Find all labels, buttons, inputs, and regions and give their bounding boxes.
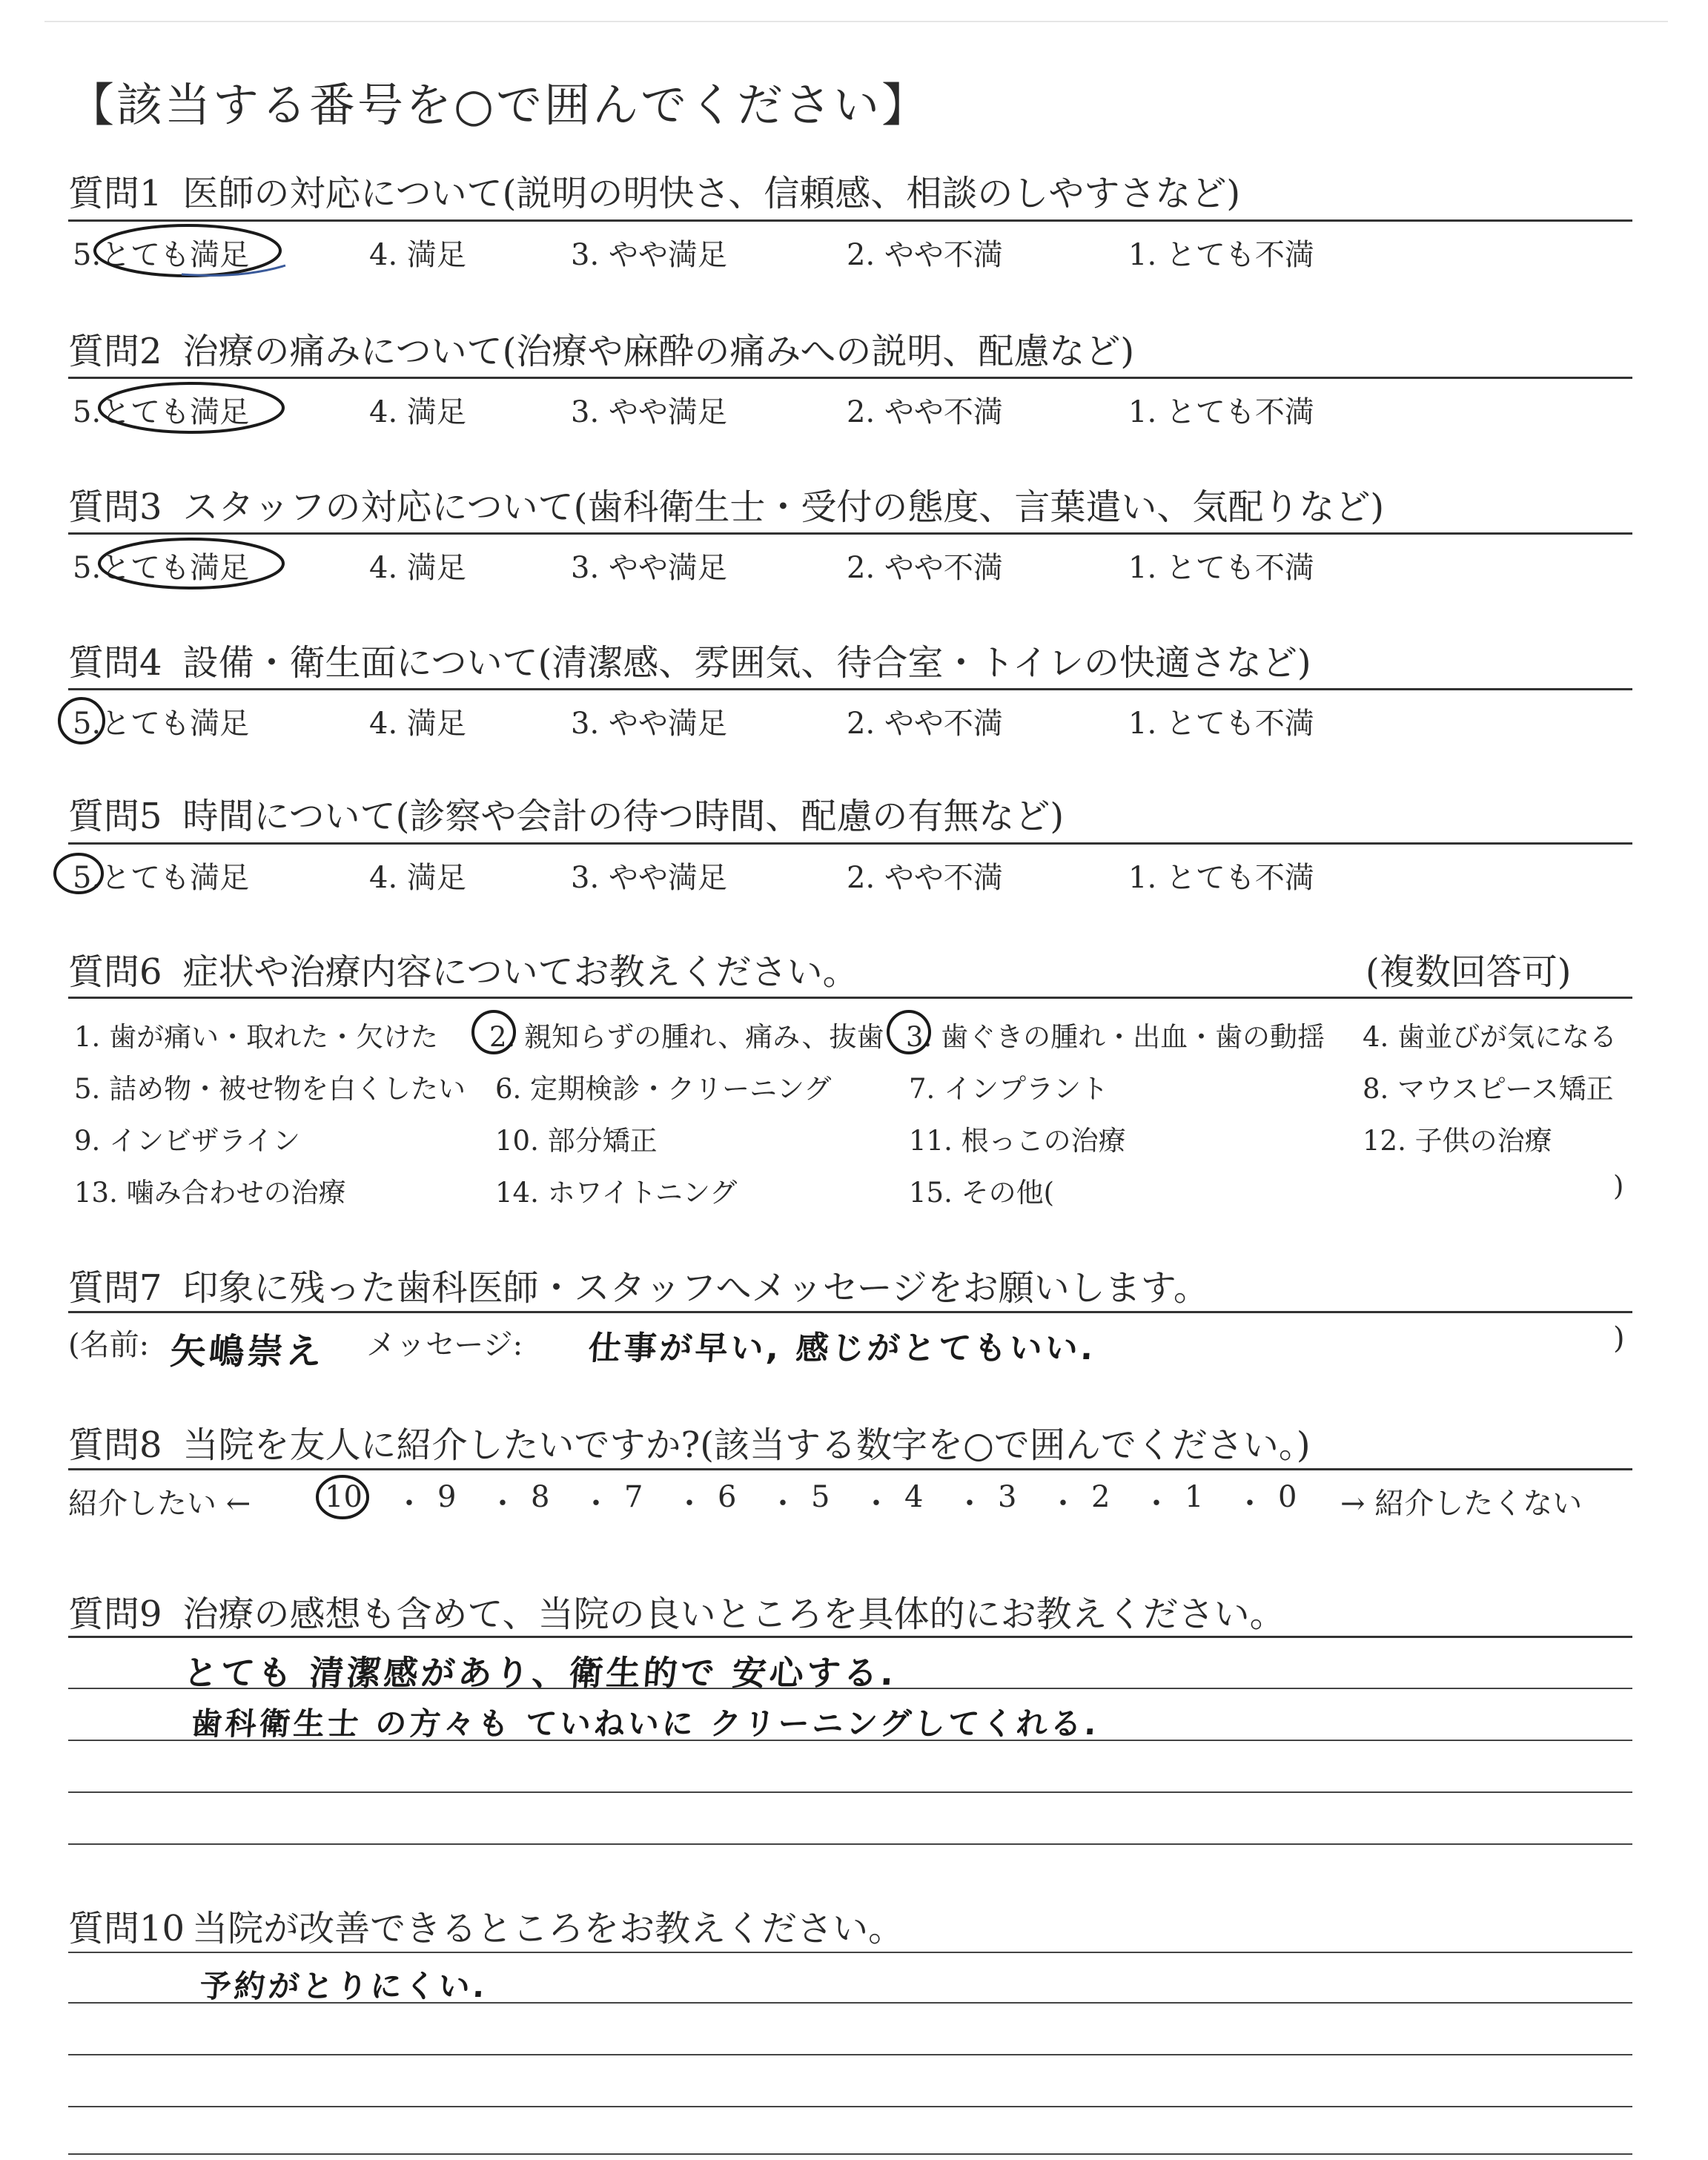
q8-scale-8[interactable]: 8 [531,1480,550,1514]
q2-selection-circle [96,378,289,437]
q6-option-9[interactable]: 9. インビザライン [74,1125,300,1157]
q8-scale-dot: ・ [1142,1487,1171,1521]
q2-option-2[interactable]: 2. やや不満 [847,395,1003,429]
q8-scale-3[interactable]: 3 [998,1480,1017,1514]
q5-option-2[interactable]: 2. やや不満 [847,861,1003,895]
q9-answer-line [68,1791,1632,1793]
q8-selection-circle [313,1471,372,1523]
q6-option-10[interactable]: 10. 部分矯正 [495,1125,658,1157]
q6-selection-circle-2 [469,1007,520,1059]
q6-option-14[interactable]: 14. ホワイトニング [495,1177,738,1209]
q4-option-4[interactable]: 4. 満足 [369,707,466,741]
q7-close-paren: ) [1613,1321,1625,1355]
page-header: 【該当する番号を○で囲んでください】 [68,78,930,132]
q7-message-label: メッセージ: [366,1328,523,1362]
q10-answer-line [68,1952,1632,1953]
q10-title [68,1900,904,1951]
q9-answer-line-1[interactable]: とても 清潔感があり、衛生的で 安心する. [182,1653,898,1693]
q8-text: 当院を友人に紹介したいですか?(該当する数字を○で囲んでください。) [182,1424,1311,1466]
q6-option-2[interactable]: 2. 親知らずの腫れ、痛み、抜歯 [489,1021,884,1053]
q5-option-4[interactable]: 4. 満足 [369,861,466,895]
q6-option-8[interactable]: 8. マウスピース矯正 [1363,1073,1614,1105]
q9-text: 治療の感想も含めて、当院の良いところを具体的にお教えください。 [182,1593,1285,1635]
q2-title [68,323,1134,374]
q8-scale-10[interactable]: 10 [325,1480,363,1514]
q2-text: 治療の痛みについて(治療や麻酔の痛みへの説明、配慮など) [182,331,1135,372]
q8-scale-0[interactable]: 0 [1278,1480,1297,1514]
q3-option-2[interactable]: 2. やや不満 [847,551,1003,585]
q1-selection-circle [93,221,285,280]
q10-text: 当院が改善できるところをお教えください。 [192,1908,904,1949]
q3-title [68,478,1384,529]
q6-selection-circle-3 [884,1007,936,1059]
q5-rule [68,842,1632,845]
q9-answer-line [68,1843,1632,1845]
q7-rule [68,1311,1632,1313]
q8-scale-dot: ・ [861,1487,891,1521]
q7-message-value[interactable]: 仕事が早い, 感じがとてもいい. [586,1330,1098,1367]
q1-title [68,165,1240,216]
q8-title [68,1416,1311,1467]
q5-option-1[interactable]: 1. とても不満 [1128,861,1314,895]
q4-option-2[interactable]: 2. やや不満 [847,707,1003,741]
q1-option-1[interactable]: 1. とても不満 [1128,238,1314,272]
q10-answer-line [68,2054,1632,2055]
q8-scale-dot: ・ [581,1487,611,1521]
q8-scale-6[interactable]: 6 [718,1480,737,1514]
q6-option-5[interactable]: 5. 詰め物・被せ物を白くしたい [74,1073,466,1105]
q9-number: 質問9 [68,1593,162,1635]
q3-text: スタッフの対応について(歯科衛生士・受付の態度、言葉遣い、気配りなど) [182,486,1385,528]
q7-name-value[interactable]: 矢嶋崇え [168,1331,326,1373]
q6-option-6[interactable]: 6. 定期検診・クリーニング [495,1073,832,1105]
q8-scale-dot: ・ [488,1487,517,1521]
q8-scale-dot: ・ [675,1487,704,1521]
q6-option-11[interactable]: 11. 根っこの治療 [909,1125,1126,1157]
q4-title [68,634,1311,685]
q1-option-4[interactable]: 4. 満足 [369,238,466,272]
q2-option-3[interactable]: 3. やや満足 [571,395,727,429]
q6-option-4[interactable]: 4. 歯並びが気になる [1363,1021,1618,1053]
q6-number: 質問6 [68,951,162,993]
q9-answer-line-2[interactable]: 歯科衛生士 の方々も ていねいに クリーニングしてくれる. [190,1705,1101,1742]
q10-answer-line-1[interactable]: 予約がとりにくい. [199,1968,489,2004]
q8-scale-2[interactable]: 2 [1091,1480,1110,1514]
q6-option-1[interactable]: 1. 歯が痛い・取れた・欠けた [74,1021,439,1053]
q3-option-3[interactable]: 3. やや満足 [571,551,727,585]
q6-option-7[interactable]: 7. インプラント [909,1073,1109,1105]
q6-multiple-note: (複数回答可) [1366,951,1572,993]
q10-answer-line [68,2153,1632,2155]
q4-number: 質問4 [68,642,162,684]
q8-scale-dot: ・ [955,1487,984,1521]
q6-rule [68,997,1632,999]
q3-option-5[interactable]: 5.とても満足 [73,551,250,585]
q6-option-15[interactable]: 15. その他( [909,1177,1055,1209]
q3-number: 質問3 [68,486,162,528]
q10-number: 質問10 [68,1908,185,1949]
q4-option-1[interactable]: 1. とても不満 [1128,707,1314,741]
q8-left-label: 紹介したい ← [68,1487,251,1521]
q8-scale-4[interactable]: 4 [904,1480,924,1514]
q7-text: 印象に残った歯科医師・スタッフへメッセージをお願いします。 [182,1267,1209,1309]
q8-right-label: → 紹介したくない [1340,1487,1583,1521]
q6-option-15-close: ) [1613,1170,1624,1202]
q7-name-label: (名前: [68,1328,150,1362]
q6-title [68,943,858,994]
q1-text: 医師の対応について(説明の明快さ、信頼感、相談のしやすさなど) [182,173,1241,214]
q3-option-1[interactable]: 1. とても不満 [1128,551,1314,585]
q3-option-4[interactable]: 4. 満足 [369,551,466,585]
q4-rule [68,688,1632,690]
q8-scale-1[interactable]: 1 [1185,1480,1204,1514]
q8-scale-9[interactable]: 9 [437,1480,457,1514]
q2-option-5[interactable]: 5.とても満足 [73,395,250,429]
q8-scale-dot: ・ [1048,1487,1078,1521]
q8-scale-5[interactable]: 5 [811,1480,830,1514]
q4-option-3[interactable]: 3. やや満足 [571,707,727,741]
top-divider [44,21,1668,22]
q7-title [68,1259,1209,1310]
q5-option-3[interactable]: 3. やや満足 [571,861,727,895]
q4-option-5[interactable]: 5.とても満足 [73,707,250,741]
q6-option-13[interactable]: 13. 噛み合わせの治療 [74,1177,346,1209]
q9-title [68,1585,1285,1636]
q8-number: 質問8 [68,1424,162,1466]
q9-rule [68,1636,1632,1638]
q2-option-1[interactable]: 1. とても不満 [1128,395,1314,429]
q3-selection-circle [96,534,289,593]
q8-scale-dot: ・ [394,1487,424,1521]
q3-rule [68,532,1632,535]
q1-option-2[interactable]: 2. やや不満 [847,238,1003,272]
q5-text: 時間について(診察や会計の待つ時間、配慮の有無など) [182,796,1065,837]
q5-option-5[interactable]: 5.とても満足 [73,861,250,895]
q8-rule [68,1468,1632,1470]
q7-number: 質問7 [68,1267,162,1309]
q1-option-5[interactable]: 5.とても満足 [73,238,250,272]
q6-text: 症状や治療内容についてお教えください。 [182,951,858,993]
q2-option-4[interactable]: 4. 満足 [369,395,466,429]
q1-option-3[interactable]: 3. やや満足 [571,238,727,272]
q8-scale-dot: ・ [1235,1487,1265,1521]
q5-selection-circle [46,848,105,908]
q4-text: 設備・衛生面について(清潔感、雰囲気、待合室・トイレの快適さなど) [182,642,1311,684]
q1-rule [68,219,1632,222]
q8-scale-dot: ・ [768,1487,798,1521]
q5-number: 質問5 [68,796,162,837]
q1-number: 質問1 [68,173,162,214]
q5-title [68,787,1064,839]
q8-scale-7[interactable]: 7 [624,1480,643,1514]
q4-selection-circle [50,694,110,753]
q2-number: 質問2 [68,331,162,372]
q6-option-12[interactable]: 12. 子供の治療 [1363,1125,1552,1157]
q10-answer-line [68,2106,1632,2107]
q2-rule [68,377,1632,379]
q6-option-3[interactable]: 3. 歯ぐきの腫れ・出血・歯の動揺 [906,1021,1325,1053]
